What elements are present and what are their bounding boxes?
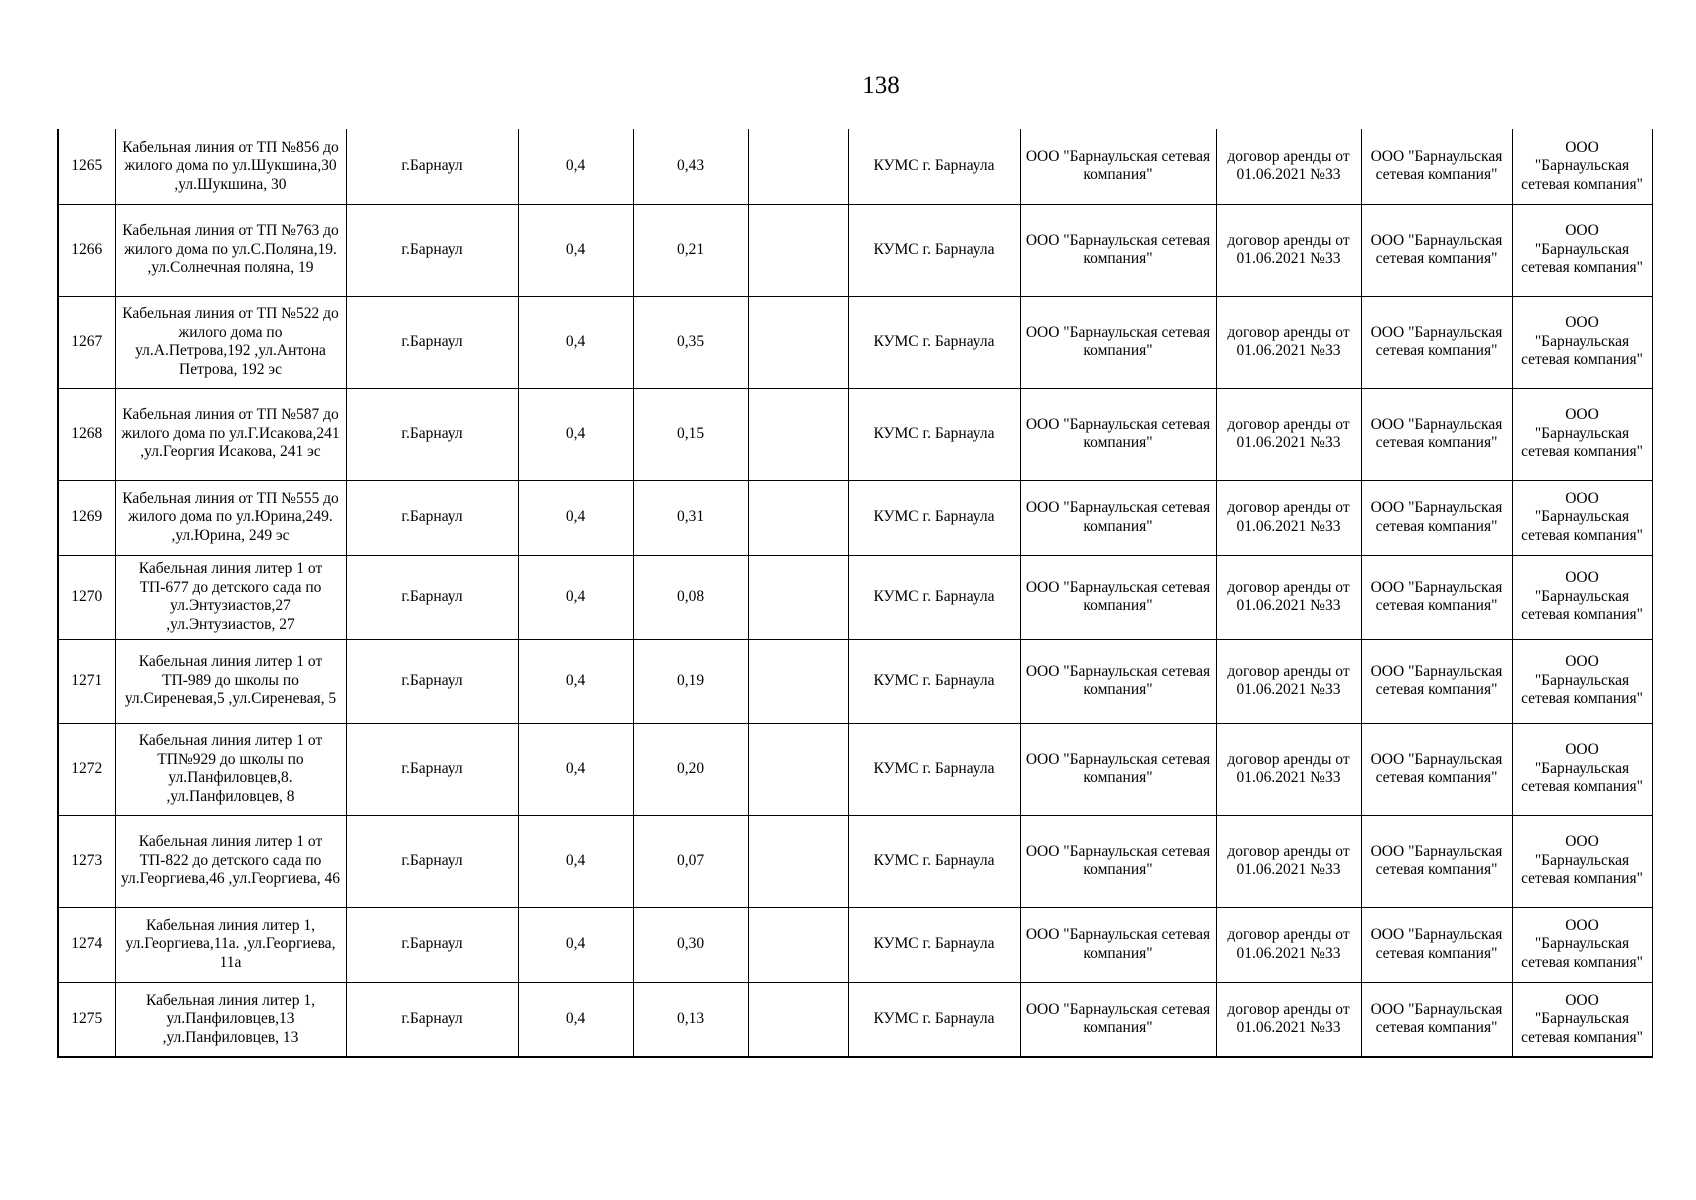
length-cell: 0,30 bbox=[633, 907, 748, 982]
row-number-cell: 1269 bbox=[58, 480, 115, 555]
row-number-cell: 1265 bbox=[58, 129, 115, 204]
location-cell: г.Барнаул bbox=[346, 388, 518, 480]
holder-cell: ООО "Барнаульская сетевая компания" bbox=[1020, 480, 1216, 555]
location-cell: г.Барнаул bbox=[346, 982, 518, 1057]
basis-cell: договор аренды от 01.06.2021 №33 bbox=[1216, 907, 1361, 982]
operator-cell: ООО "Барнаульская сетевая компания" bbox=[1361, 296, 1512, 388]
object-name-cell: Кабельная линия от ТП №856 до жилого дома по ул.Шукшина,30 ,ул.Шукшина, 30 bbox=[115, 129, 346, 204]
holder-cell: ООО "Барнаульская сетевая компания" bbox=[1020, 555, 1216, 639]
voltage-cell: 0,4 bbox=[518, 907, 633, 982]
location-cell: г.Барнаул bbox=[346, 639, 518, 723]
basis-cell: договор аренды от 01.06.2021 №33 bbox=[1216, 388, 1361, 480]
holder-cell: ООО "Барнаульская сетевая компания" bbox=[1020, 388, 1216, 480]
maintainer-cell: ООО "Барнаульская сетевая компания" bbox=[1512, 982, 1652, 1057]
empty-cell bbox=[748, 388, 848, 480]
holder-cell: ООО "Барнаульская сетевая компания" bbox=[1020, 204, 1216, 296]
table-row bbox=[58, 388, 1652, 480]
row-number-cell: 1268 bbox=[58, 388, 115, 480]
length-cell: 0,31 bbox=[633, 480, 748, 555]
empty-cell bbox=[748, 982, 848, 1057]
table-row bbox=[58, 723, 1652, 815]
owner-cell: КУМС г. Барнаула bbox=[848, 555, 1020, 639]
row-number-cell: 1275 bbox=[58, 982, 115, 1057]
object-name-cell: Кабельная линия литер 1 от ТП-989 до школы по ул.Сиреневая,5 ,ул.Сиреневая, 5 bbox=[115, 639, 346, 723]
operator-cell: ООО "Барнаульская сетевая компания" bbox=[1361, 555, 1512, 639]
registry-body bbox=[58, 129, 1652, 1057]
owner-cell: КУМС г. Барнаула bbox=[848, 296, 1020, 388]
basis-cell: договор аренды от 01.06.2021 №33 bbox=[1216, 129, 1361, 204]
table-row bbox=[58, 129, 1652, 204]
object-name-cell: Кабельная линия литер 1 от ТП-822 до детского сада по ул.Георгиева,46 ,ул.Георгиева, 46 bbox=[115, 815, 346, 907]
maintainer-cell: ООО "Барнаульская сетевая компания" bbox=[1512, 296, 1652, 388]
table-row bbox=[58, 204, 1652, 296]
operator-cell: ООО "Барнаульская сетевая компания" bbox=[1361, 204, 1512, 296]
row-number-cell: 1267 bbox=[58, 296, 115, 388]
table-row bbox=[58, 296, 1652, 388]
empty-cell bbox=[748, 296, 848, 388]
row-number-cell: 1273 bbox=[58, 815, 115, 907]
basis-cell: договор аренды от 01.06.2021 №33 bbox=[1216, 555, 1361, 639]
maintainer-cell: ООО "Барнаульская сетевая компания" bbox=[1512, 204, 1652, 296]
basis-cell: договор аренды от 01.06.2021 №33 bbox=[1216, 815, 1361, 907]
owner-cell: КУМС г. Барнаула bbox=[848, 815, 1020, 907]
length-cell: 0,21 bbox=[633, 204, 748, 296]
object-name-cell: Кабельная линия литер 1, ул.Панфиловцев,13 ,ул.Панфиловцев, 13 bbox=[115, 982, 346, 1057]
maintainer-cell: ООО "Барнаульская сетевая компания" bbox=[1512, 555, 1652, 639]
registry-table bbox=[57, 129, 1653, 1058]
location-cell: г.Барнаул bbox=[346, 204, 518, 296]
owner-cell: КУМС г. Барнаула bbox=[848, 480, 1020, 555]
length-cell: 0,08 bbox=[633, 555, 748, 639]
basis-cell: договор аренды от 01.06.2021 №33 bbox=[1216, 296, 1361, 388]
voltage-cell: 0,4 bbox=[518, 480, 633, 555]
operator-cell: ООО "Барнаульская сетевая компания" bbox=[1361, 480, 1512, 555]
operator-cell: ООО "Барнаульская сетевая компания" bbox=[1361, 129, 1512, 204]
holder-cell: ООО "Барнаульская сетевая компания" bbox=[1020, 723, 1216, 815]
location-cell: г.Барнаул bbox=[346, 555, 518, 639]
basis-cell: договор аренды от 01.06.2021 №33 bbox=[1216, 723, 1361, 815]
location-cell: г.Барнаул bbox=[346, 815, 518, 907]
voltage-cell: 0,4 bbox=[518, 982, 633, 1057]
owner-cell: КУМС г. Барнаула bbox=[848, 639, 1020, 723]
empty-cell bbox=[748, 907, 848, 982]
length-cell: 0,19 bbox=[633, 639, 748, 723]
maintainer-cell: ООО "Барнаульская сетевая компания" bbox=[1512, 129, 1652, 204]
length-cell: 0,15 bbox=[633, 388, 748, 480]
object-name-cell: Кабельная линия от ТП №555 до жилого дома по ул.Юрина,249. ,ул.Юрина, 249 эс bbox=[115, 480, 346, 555]
location-cell: г.Барнаул bbox=[346, 480, 518, 555]
empty-cell bbox=[748, 815, 848, 907]
basis-cell: договор аренды от 01.06.2021 №33 bbox=[1216, 639, 1361, 723]
table-row bbox=[58, 907, 1652, 982]
object-name-cell: Кабельная линия от ТП №522 до жилого дома по ул.А.Петрова,192 ,ул.Антона Петрова, 192 эс bbox=[115, 296, 346, 388]
length-cell: 0,35 bbox=[633, 296, 748, 388]
empty-cell bbox=[748, 204, 848, 296]
table-row bbox=[58, 815, 1652, 907]
operator-cell: ООО "Барнаульская сетевая компания" bbox=[1361, 388, 1512, 480]
holder-cell: ООО "Барнаульская сетевая компания" bbox=[1020, 907, 1216, 982]
voltage-cell: 0,4 bbox=[518, 639, 633, 723]
basis-cell: договор аренды от 01.06.2021 №33 bbox=[1216, 204, 1361, 296]
object-name-cell: Кабельная линия от ТП №763 до жилого дома по ул.С.Поляна,19. ,ул.Солнечная поляна, 19 bbox=[115, 204, 346, 296]
empty-cell bbox=[748, 555, 848, 639]
location-cell: г.Барнаул bbox=[346, 296, 518, 388]
length-cell: 0,07 bbox=[633, 815, 748, 907]
table-row bbox=[58, 982, 1652, 1057]
page-number: 138 bbox=[862, 72, 900, 99]
voltage-cell: 0,4 bbox=[518, 204, 633, 296]
owner-cell: КУМС г. Барнаула bbox=[848, 129, 1020, 204]
table-row bbox=[58, 555, 1652, 639]
owner-cell: КУМС г. Барнаула bbox=[848, 723, 1020, 815]
location-cell: г.Барнаул bbox=[346, 723, 518, 815]
empty-cell bbox=[748, 639, 848, 723]
maintainer-cell: ООО "Барнаульская сетевая компания" bbox=[1512, 639, 1652, 723]
basis-cell: договор аренды от 01.06.2021 №33 bbox=[1216, 982, 1361, 1057]
basis-cell: договор аренды от 01.06.2021 №33 bbox=[1216, 480, 1361, 555]
location-cell: г.Барнаул bbox=[346, 129, 518, 204]
operator-cell: ООО "Барнаульская сетевая компания" bbox=[1361, 723, 1512, 815]
length-cell: 0,43 bbox=[633, 129, 748, 204]
row-number-cell: 1266 bbox=[58, 204, 115, 296]
row-number-cell: 1272 bbox=[58, 723, 115, 815]
object-name-cell: Кабельная линия литер 1 от ТП-677 до детского сада по ул.Энтузиастов,27 ,ул.Энтузиастов, 27 bbox=[115, 555, 346, 639]
owner-cell: КУМС г. Барнаула bbox=[848, 982, 1020, 1057]
row-number-cell: 1270 bbox=[58, 555, 115, 639]
operator-cell: ООО "Барнаульская сетевая компания" bbox=[1361, 907, 1512, 982]
holder-cell: ООО "Барнаульская сетевая компания" bbox=[1020, 815, 1216, 907]
owner-cell: КУМС г. Барнаула bbox=[848, 907, 1020, 982]
object-name-cell: Кабельная линия литер 1 от ТП№929 до школы по ул.Панфиловцев,8. ,ул.Панфиловцев, 8 bbox=[115, 723, 346, 815]
voltage-cell: 0,4 bbox=[518, 815, 633, 907]
empty-cell bbox=[748, 480, 848, 555]
maintainer-cell: ООО "Барнаульская сетевая компания" bbox=[1512, 480, 1652, 555]
object-name-cell: Кабельная линия литер 1, ул.Георгиева,11а. ,ул.Георгиева, 11а bbox=[115, 907, 346, 982]
voltage-cell: 0,4 bbox=[518, 129, 633, 204]
voltage-cell: 0,4 bbox=[518, 388, 633, 480]
operator-cell: ООО "Барнаульская сетевая компания" bbox=[1361, 815, 1512, 907]
voltage-cell: 0,4 bbox=[518, 296, 633, 388]
maintainer-cell: ООО "Барнаульская сетевая компания" bbox=[1512, 388, 1652, 480]
operator-cell: ООО "Барнаульская сетевая компания" bbox=[1361, 982, 1512, 1057]
empty-cell bbox=[748, 723, 848, 815]
row-number-cell: 1274 bbox=[58, 907, 115, 982]
operator-cell: ООО "Барнаульская сетевая компания" bbox=[1361, 639, 1512, 723]
voltage-cell: 0,4 bbox=[518, 555, 633, 639]
row-number-cell: 1271 bbox=[58, 639, 115, 723]
maintainer-cell: ООО "Барнаульская сетевая компания" bbox=[1512, 723, 1652, 815]
maintainer-cell: ООО "Барнаульская сетевая компания" bbox=[1512, 815, 1652, 907]
object-name-cell: Кабельная линия от ТП №587 до жилого дома по ул.Г.Исакова,241 ,ул.Георгия Исакова, 241 эс bbox=[115, 388, 346, 480]
empty-cell bbox=[748, 129, 848, 204]
length-cell: 0,13 bbox=[633, 982, 748, 1057]
holder-cell: ООО "Барнаульская сетевая компания" bbox=[1020, 639, 1216, 723]
table-row bbox=[58, 480, 1652, 555]
voltage-cell: 0,4 bbox=[518, 723, 633, 815]
holder-cell: ООО "Барнаульская сетевая компания" bbox=[1020, 296, 1216, 388]
owner-cell: КУМС г. Барнаула bbox=[848, 388, 1020, 480]
holder-cell: ООО "Барнаульская сетевая компания" bbox=[1020, 129, 1216, 204]
maintainer-cell: ООО "Барнаульская сетевая компания" bbox=[1512, 907, 1652, 982]
holder-cell: ООО "Барнаульская сетевая компания" bbox=[1020, 982, 1216, 1057]
table-row bbox=[58, 639, 1652, 723]
length-cell: 0,20 bbox=[633, 723, 748, 815]
owner-cell: КУМС г. Барнаула bbox=[848, 204, 1020, 296]
location-cell: г.Барнаул bbox=[346, 907, 518, 982]
